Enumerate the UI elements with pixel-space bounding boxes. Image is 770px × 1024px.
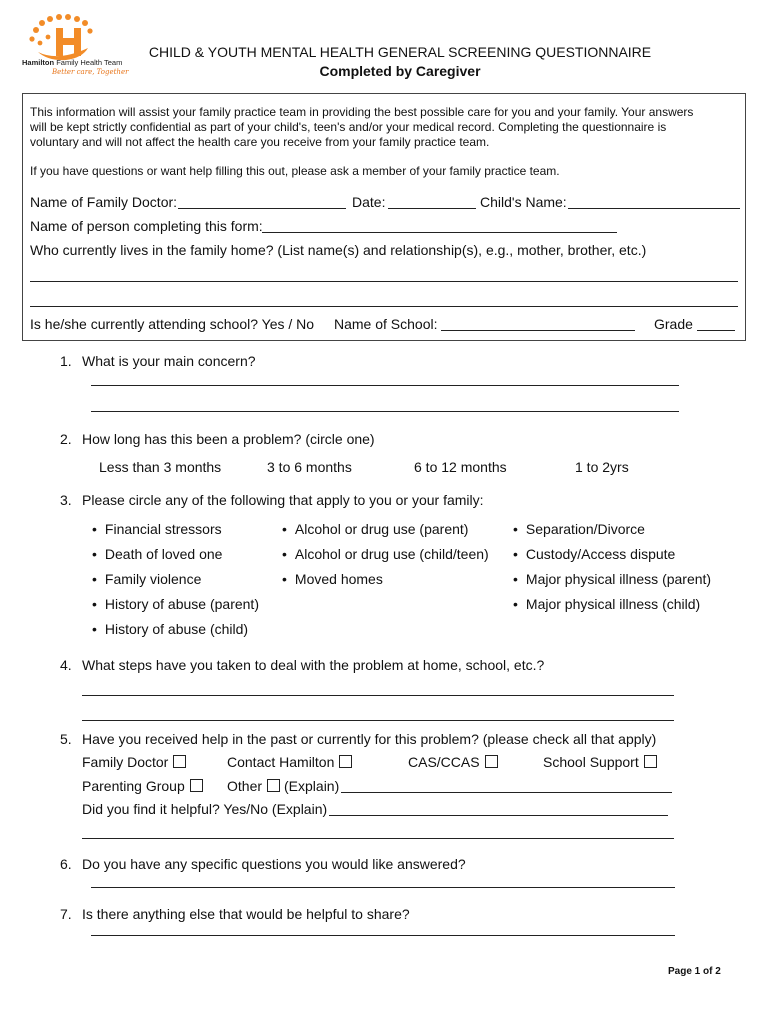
q5-answer-line[interactable] — [82, 838, 674, 839]
logo-org-name: Hamilton Family Health Team — [22, 58, 123, 67]
q5-number: 5. — [60, 731, 72, 747]
q2-option[interactable]: 3 to 6 months — [267, 459, 352, 475]
doctor-label: Name of Family Doctor: — [30, 194, 178, 210]
q3-item[interactable]: • Family violence — [92, 571, 201, 587]
q5-option-contact-hamilton[interactable]: Contact Hamilton — [227, 754, 352, 770]
q2-option[interactable]: 1 to 2yrs — [575, 459, 629, 475]
q5-option-family-doctor[interactable]: Family Doctor — [82, 754, 186, 770]
household-label: Who currently lives in the family home? (List name(s) and relationship(s), e.g., mother, brother, etc.) — [30, 242, 647, 258]
q6-number: 6. — [60, 856, 72, 872]
q2-number: 2. — [60, 431, 72, 447]
intro-line-3: voluntary and will not affect the health care you receive from your family practice team. — [30, 135, 490, 149]
q1-number: 1. — [60, 353, 72, 369]
q3-item[interactable]: • Death of loved one — [92, 546, 222, 562]
date-label: Date: — [352, 194, 386, 210]
q5-helpful-field[interactable] — [329, 815, 668, 816]
q3-item[interactable]: • Custody/Access dispute — [513, 546, 675, 562]
person-label: Name of person completing this form: — [30, 218, 263, 234]
q3-item[interactable]: • Alcohol or drug use (child/teen) — [282, 546, 489, 562]
q3-item[interactable]: • Moved homes — [282, 571, 383, 587]
q3-item[interactable]: • Alcohol or drug use (parent) — [282, 521, 468, 537]
q3-item[interactable]: • History of abuse (child) — [92, 621, 248, 637]
household-field-1[interactable] — [30, 281, 738, 282]
grade-field[interactable] — [697, 330, 735, 331]
q6-answer[interactable] — [91, 887, 675, 888]
logo-tagline: Better care, Together — [52, 68, 129, 76]
checkbox[interactable] — [644, 755, 657, 768]
school-name-field[interactable] — [441, 330, 635, 331]
q4-answer-1[interactable] — [82, 695, 674, 696]
person-field[interactable] — [262, 232, 617, 233]
household-field-2[interactable] — [30, 306, 738, 307]
q5-helpful-label: Did you find it helpful? Yes/No (Explain) — [82, 801, 328, 817]
q5-other-explain-field[interactable] — [341, 792, 672, 793]
checkbox[interactable] — [190, 779, 203, 792]
date-field[interactable] — [388, 208, 476, 209]
q3-number: 3. — [60, 492, 72, 508]
q3-item[interactable]: • Major physical illness (child) — [513, 596, 700, 612]
q2-option[interactable]: Less than 3 months — [99, 459, 222, 475]
q3-item[interactable]: • Financial stressors — [92, 521, 222, 537]
q2-text: How long has this been a problem? (circle one) — [82, 431, 375, 447]
page-number: Page 1 of 2 — [668, 966, 721, 977]
q5-option-parenting-group[interactable]: Parenting Group — [82, 778, 203, 794]
checkbox[interactable] — [339, 755, 352, 768]
school-name-label: Name of School: — [334, 316, 438, 332]
q5-text: Have you received help in the past or currently for this problem? (please check all that apply) — [82, 731, 657, 747]
page-subtitle: Completed by Caregiver — [319, 63, 481, 79]
intro-help: If you have questions or want help filling this out, please ask a member of your family practice team. — [30, 164, 560, 178]
q7-answer[interactable] — [91, 935, 675, 936]
checkbox[interactable] — [267, 779, 280, 792]
q2-option[interactable]: 6 to 12 months — [414, 459, 507, 475]
checkbox[interactable] — [485, 755, 498, 768]
q7-text: Is there anything else that would be helpful to share? — [82, 906, 410, 922]
q1-answer-2[interactable] — [91, 411, 679, 412]
q3-item[interactable]: • Separation/Divorce — [513, 521, 645, 537]
q1-answer-1[interactable] — [91, 385, 679, 386]
grade-label: Grade — [654, 316, 693, 332]
q6-text: Do you have any specific questions you would like answered? — [82, 856, 466, 872]
q5-option-school-support[interactable]: School Support — [543, 754, 657, 770]
q1-text: What is your main concern? — [82, 353, 256, 369]
q4-number: 4. — [60, 657, 72, 673]
q5-option-other[interactable]: Other (Explain) — [227, 778, 340, 794]
q7-number: 7. — [60, 906, 72, 922]
q3-item[interactable]: • History of abuse (parent) — [92, 596, 259, 612]
page-title: CHILD & YOUTH MENTAL HEALTH GENERAL SCREENING QUESTIONNAIRE — [148, 44, 652, 60]
school-question: Is he/she currently attending school? Yes / No — [30, 316, 315, 332]
q4-text: What steps have you taken to deal with the problem at home, school, etc.? — [82, 657, 545, 673]
q4-answer-2[interactable] — [82, 720, 674, 721]
doctor-field[interactable] — [178, 208, 346, 209]
q3-item[interactable]: • Major physical illness (parent) — [513, 571, 711, 587]
checkbox[interactable] — [173, 755, 186, 768]
intro-line-2: will be kept strictly confidential as part of your child's, teen's and/or your medical record. Completing the questionnaire is — [30, 120, 667, 134]
child-name-label: Child's Name: — [480, 194, 567, 210]
q3-text: Please circle any of the following that apply to you or your family: — [82, 492, 484, 508]
intro-line-1: This information will assist your family practice team in providing the best possible care for you and your family. Your answers — [30, 105, 694, 119]
q5-option-cas[interactable]: CAS/CCAS — [408, 754, 498, 770]
child-name-field[interactable] — [568, 208, 740, 209]
